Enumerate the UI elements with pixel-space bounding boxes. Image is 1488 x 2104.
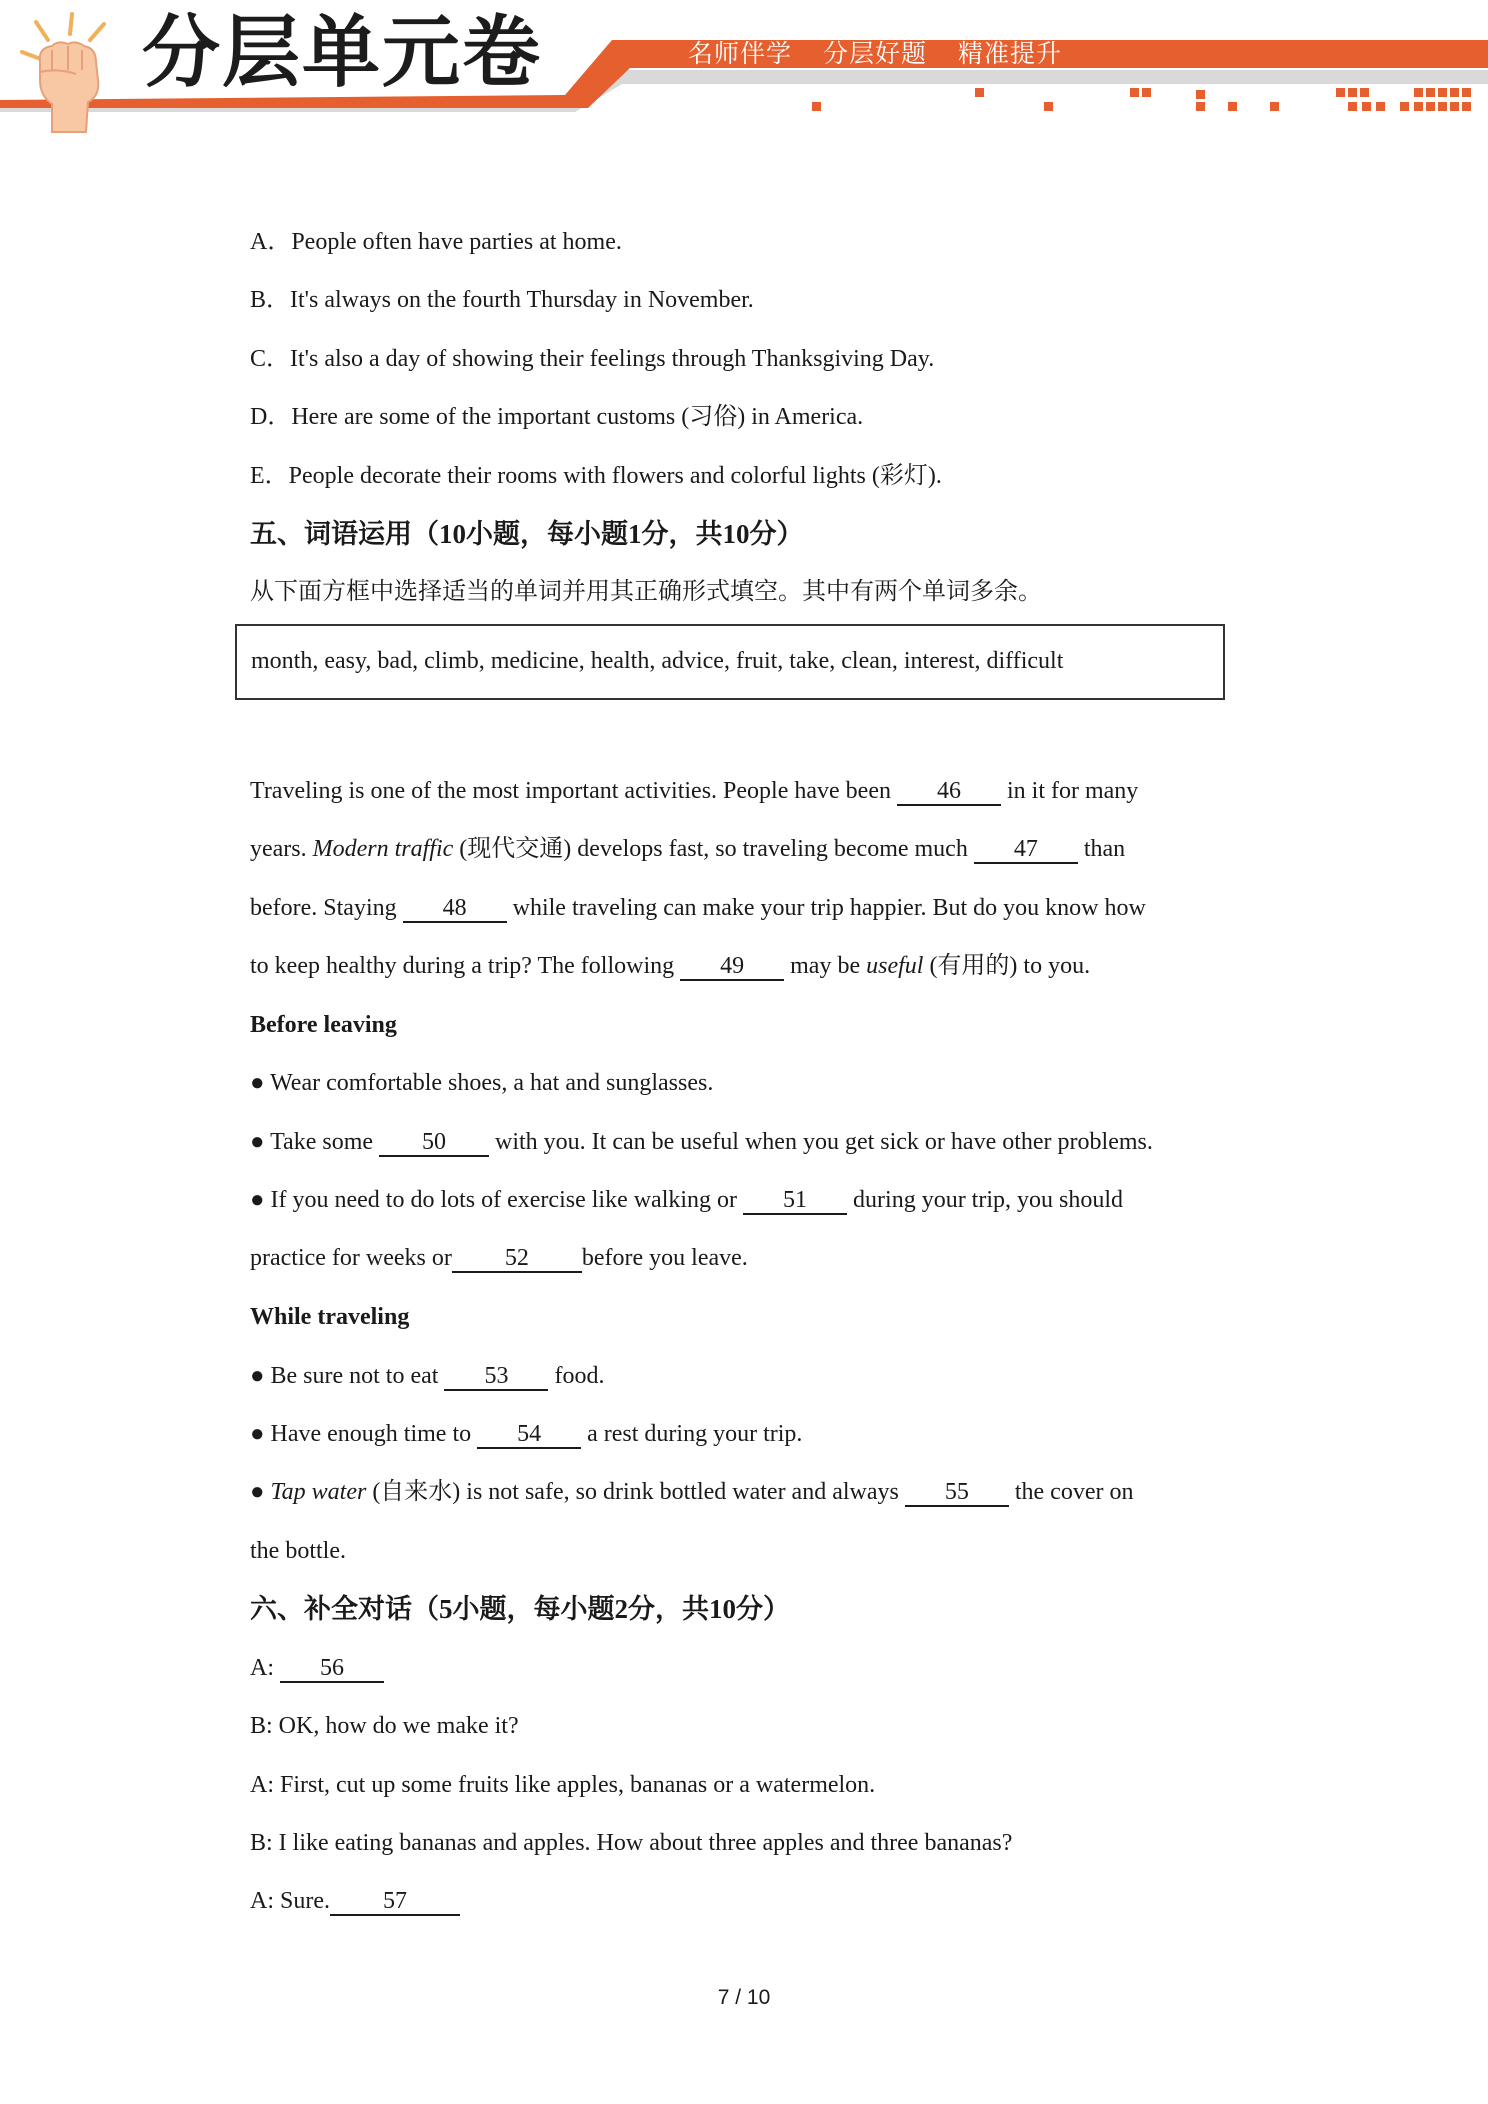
dialogue-line: B: OK, how do we make it?: [250, 1713, 519, 1739]
answer-blank-57[interactable]: 57: [330, 1888, 460, 1916]
answer-blank-50[interactable]: 50: [379, 1129, 489, 1157]
section5-heading: 五、词语运用（10小题，每小题1分，共10分）: [250, 519, 804, 549]
slogan-item: 精准提升: [957, 39, 1062, 68]
subheading-before-leaving: Before leaving: [250, 1012, 397, 1038]
passage-line: Traveling is one of the most important activities. People have been 46 in it for many: [250, 778, 1139, 804]
section6-heading: 六、补全对话（5小题，每小题2分，共10分）: [250, 1594, 790, 1624]
fist-icon: [18, 10, 118, 135]
subheading-while-traveling: While traveling: [250, 1304, 410, 1330]
answer-blank-51[interactable]: 51: [743, 1187, 847, 1215]
option-d: D．Here are some of the important customs (习俗) in America.: [250, 404, 864, 430]
answer-blank-53[interactable]: 53: [444, 1363, 548, 1391]
answer-blank-55[interactable]: 55: [905, 1479, 1009, 1507]
option-e: E．People decorate their rooms with flowers and colorful lights (彩灯).: [250, 463, 942, 489]
dialogue-line: A: 56: [250, 1653, 384, 1683]
slogan: [688, 34, 1084, 70]
answer-blank-56[interactable]: 56: [280, 1655, 384, 1683]
passage-line: before. Staying 48 while traveling can make your trip happier. But do you know how: [250, 895, 1146, 921]
bullet-item-cont: the bottle.: [250, 1538, 346, 1564]
brand-title: 分层单元卷: [142, 8, 543, 98]
bullet-item: ● Wear comfortable shoes, a hat and sunglasses.: [250, 1070, 714, 1096]
dialogue-line: A: Sure. 57: [250, 1886, 460, 1916]
answer-blank-49[interactable]: 49: [680, 953, 784, 981]
option-b: B．It's always on the fourth Thursday in November.: [250, 287, 754, 313]
option-a: A．People often have parties at home.: [250, 229, 622, 255]
answer-blank-52[interactable]: 52: [452, 1245, 582, 1273]
answer-blank-47[interactable]: 47: [974, 836, 1078, 864]
page-number: 7 / 10: [717, 1986, 771, 2009]
dialogue-line: B: I like eating bananas and apples. How about three apples and three bananas?: [250, 1830, 1013, 1856]
bullet-item-cont: practice for weeks or 52 before you leave.: [250, 1245, 748, 1271]
bullet-item: ● Be sure not to eat 53 food.: [250, 1363, 605, 1389]
page-header: [0, 0, 1488, 140]
option-c: C．It's also a day of showing their feelings through Thanksgiving Day.: [250, 346, 935, 372]
word-box: [235, 624, 1225, 700]
bullet-item: ● Have enough time to 54 a rest during your trip.: [250, 1421, 803, 1447]
answer-blank-48[interactable]: 48: [403, 895, 507, 923]
slogan-item: 名师伴学: [688, 39, 793, 68]
bullet-item: ● Take some 50 with you. It can be useful when you get sick or have other problems.: [250, 1129, 1153, 1155]
dialogue-line: A: First, cut up some fruits like apples, bananas or a watermelon.: [250, 1772, 876, 1798]
word-list: month, easy, bad, climb, medicine, health, advice, fruit, take, clean, interest, difficult: [251, 648, 1064, 674]
passage-line: to keep healthy during a trip? The following 49 may be useful (有用的) to you.: [250, 953, 1091, 979]
section5-instruction: 从下面方框中选择适当的单词并用其正确形式填空。其中有两个单词多余。: [250, 579, 1042, 605]
slogan-item: 分层好题: [822, 39, 927, 68]
bullet-item: ● If you need to do lots of exercise like walking or 51 during your trip, you should: [250, 1187, 1124, 1213]
answer-blank-46[interactable]: 46: [897, 778, 1001, 806]
answer-blank-54[interactable]: 54: [477, 1421, 581, 1449]
bullet-item: ● Tap water (自来水) is not safe, so drink bottled water and always 55 the cover on: [250, 1479, 1134, 1505]
passage-line: years. Modern traffic (现代交通) develops fast, so traveling become much 47 than: [250, 836, 1126, 862]
